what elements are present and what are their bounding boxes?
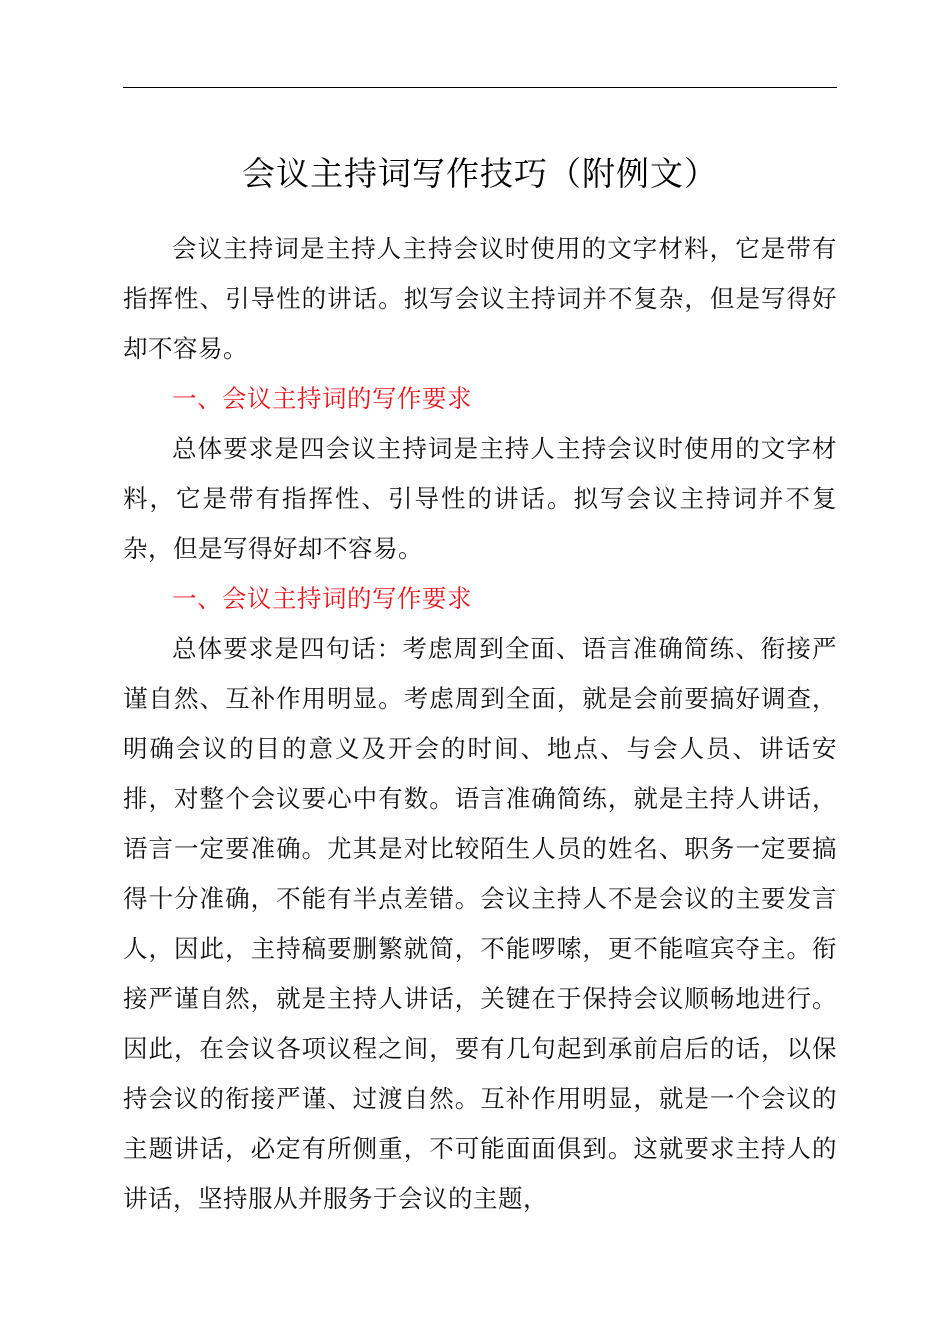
header-rule (123, 87, 837, 88)
document-title: 会议主持词写作技巧（附例文） (242, 154, 718, 193)
section-heading-2: 一、会议主持词的写作要求 (172, 584, 472, 613)
body-paragraph-1: 总体要求是四会议主持词是主持人主持会议时使用的文字材料，它是带有指挥性、引导性的讲话。拟写会议主持词并不复杂，但是写得好却不容易。 (123, 434, 837, 563)
section-heading-1: 一、会议主持词的写作要求 (172, 384, 472, 413)
document-body (123, 224, 837, 1224)
intro-paragraph: 会议主持词是主持人主持会议时使用的文字材料，它是带有指挥性、引导性的讲话。拟写会议主持词并不复杂，但是写得好却不容易。 (123, 234, 837, 363)
body-paragraph-2: 总体要求是四句话：考虑周到全面、语言准确简练、衔接严谨自然、互补作用明显。考虑周到全面，就是会前要搞好调查，明确会议的目的意义及开会的时间、地点、与会人员、讲话安排，对整个会议要心中有数。语言准确简练，就是主持人讲话，语言一定要准确。尤其是对比较陌生人员的姓名、职务一定要搞得十分准确，不能有半点差错。会议主持人不是会议的主要发言人，因此，主持稿要删繁就简，不能啰嗦，更不能喧宾夺主。衔接严谨自然，就是主持人讲话，关键在于保持会议顺畅地进行。因此，在会议各项议程之间，要有几句起到承前启后的话，以保持会议的衔接严谨、过渡自然。互补作用明显，就是一个会议的主题讲话，必定有所侧重，不可能面面俱到。这就要求主持人的讲话，坚持服从并服务于会议的主题， (123, 634, 837, 1213)
